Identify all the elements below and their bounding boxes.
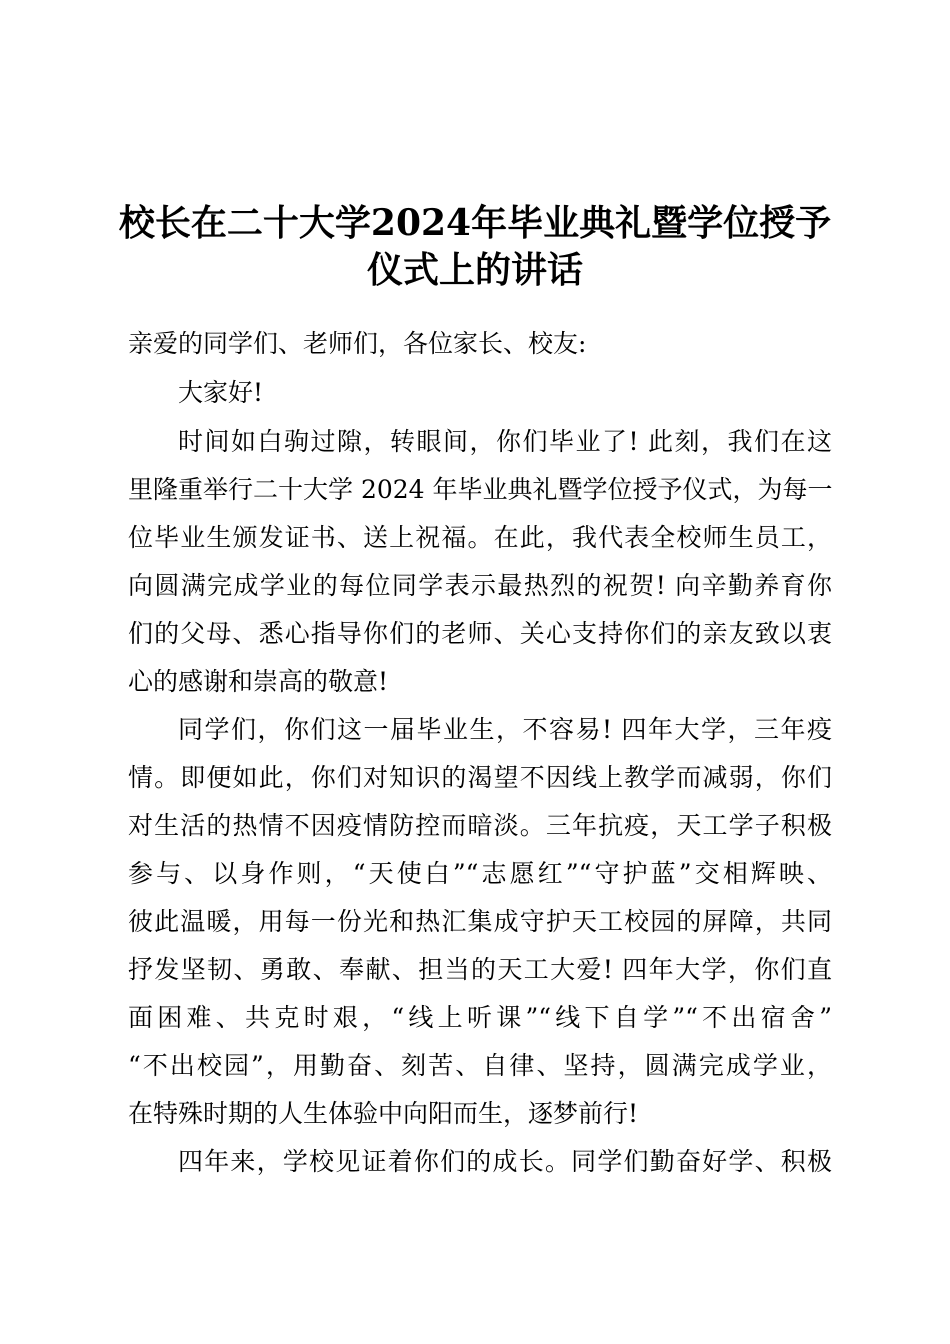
paragraph-2-line-4: 参与、以身作则，“天使白”“志愿红”“守护蓝”交相辉映、	[128, 859, 832, 888]
paragraph-2-line-7: 面困难、共克时艰，“线上听课”“线下自学”“不出宿舍”	[128, 1003, 832, 1032]
paragraph-2-line-9: 在特殊时期的人生体验中向阳而生，逐梦前行!	[128, 1099, 639, 1128]
paragraph-1-line-4: 向圆满完成学业的每位同学表示最热烈的祝贺! 向辛勤养育你	[128, 571, 832, 600]
paragraph-2-line-6: 抒发坚韧、勇敢、奉献、担当的天工大爱! 四年大学，你们直	[128, 955, 832, 984]
paragraph-1-line-5: 们的父母、悉心指导你们的老师、关心支持你们的亲友致以衷	[128, 619, 832, 648]
paragraph-2-line-1: 同学们，你们这一届毕业生，不容易! 四年大学，三年疫	[178, 715, 832, 744]
paragraph-2-line-2: 情。即便如此，你们对知识的渴望不因线上教学而减弱，你们	[128, 763, 832, 792]
salutation: 亲爱的同学们、老师们，各位家长、校友:	[128, 329, 587, 358]
paragraph-3-line-1: 四年来，学校见证着你们的成长。同学们勤奋好学、积极	[178, 1147, 832, 1176]
document-title-line-1: 校长在二十大学2024年毕业典礼暨学位授予	[118, 202, 832, 244]
paragraph-1-line-2: 里隆重举行二十大学 2024 年毕业典礼暨学位授予仪式，为每一	[128, 475, 833, 504]
paragraph-1-line-3: 位毕业生颁发证书、送上祝福。在此，我代表全校师生员工，	[128, 523, 832, 552]
paragraph-1-line-1: 时间如白驹过隙，转眼间，你们毕业了! 此刻，我们在这	[178, 427, 832, 456]
paragraph-2-line-5: 彼此温暖，用每一份光和热汇集成守护天工校园的屏障，共同	[128, 907, 832, 936]
paragraph-2-line-8: “不出校园”，用勤奋、刻苦、自律、坚持，圆满完成学业，	[128, 1051, 832, 1080]
document-title-line-2: 仪式上的讲话	[366, 249, 583, 291]
paragraph-1-line-6: 心的感谢和崇高的敬意!	[128, 667, 389, 696]
greeting: 大家好!	[178, 378, 264, 407]
paragraph-2-line-3: 对生活的热情不因疫情防控而暗淡。三年抗疫，天工学子积极	[128, 811, 832, 840]
